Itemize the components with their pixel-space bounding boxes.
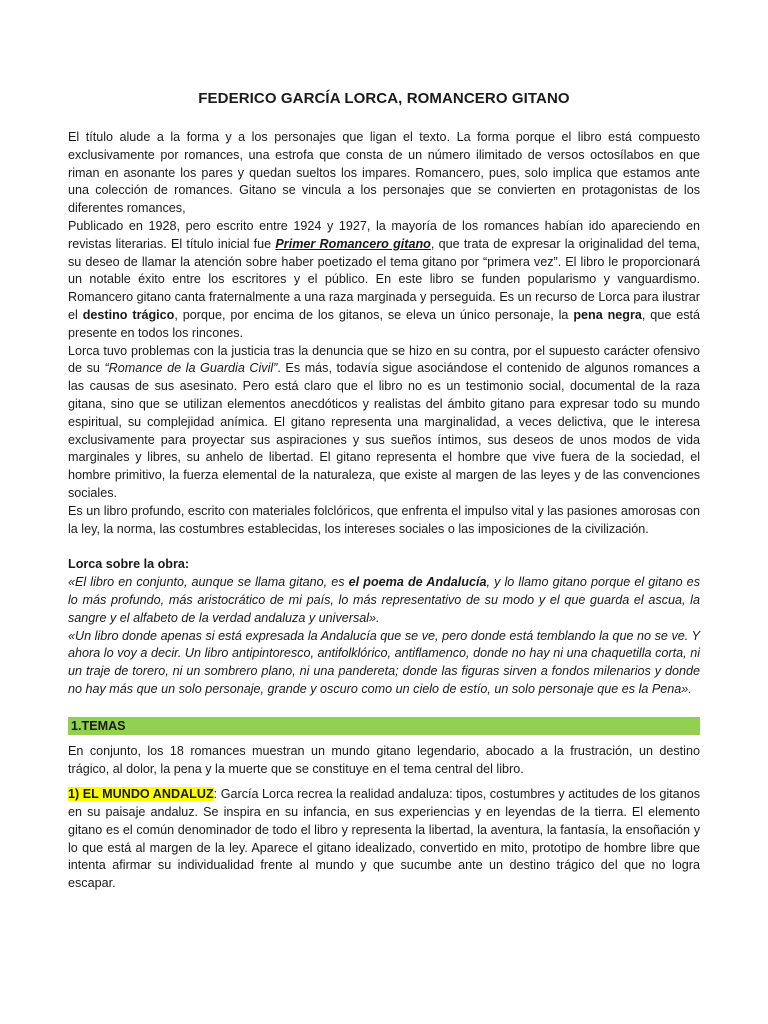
text-run: «El libro en conjunto, aunque se llama gitano, es: [68, 575, 349, 590]
paragraph-justice: [68, 343, 700, 503]
text-run: , que trata de expresar la originalidad del tema, su deseo de llamar la atención sobre haber poetizado el tema gitano por “primera vez”. El libro le proporcionará un notable éxito entre los escritores y el público. En este libro se funden popularismo y vanguardismo. Romancero gitano canta fraternalmente a una raza marginada y perseguida. Es un recurso de Lorca para ilustrar el: [68, 236, 700, 322]
italic-run: Primer Romancero gitano: [275, 236, 431, 251]
emphasis-romance-guardia-civil: “Romance de la Guardia Civil”: [104, 361, 278, 376]
text-run: . Es más, todavía sigue asociándose el contenido de algunos romances a las causas de sus asesinato. Pero está claro que el libro no es un testimonio social, documental de la raza gitana, sino que se utilizan elementos anecdóticos y realistas del ámbito gitano para expresar todo su mundo espiritual, su complejidad anímica. El gitano representa una marginalidad, a veces delictiva, que le interesa exclusivamente para proyectar sus aspiraciones y sus sueños íntimos, sus deseos de unos modos de vida marginales y libres, su anhelo de libertad. El gitano representa el hombre que vive fuera de la sociedad, el hombre primitivo, la fuerza elemental de la naturaleza, que existe al margen de las leyes y de las convenciones sociales.: [68, 361, 701, 500]
paragraph-temas-intro: En conjunto, los 18 romances muestran un mundo gitano legendario, abocado a la frustración, un destino trágico, al dolor, la pena y la muerte que se constituye en el tema central del libro.: [68, 743, 700, 776]
text-run: : García Lorca recrea la realidad andaluza: tipos, costumbres y actitudes de los gitanos en su paisaje andaluz. Se inspira en su infancia, en sus experiencias y en leyendas de la tierra. El elemento gitano es el común denominador de todo el libro y representa la libertad, la aventura, la fantasía, la ensoñación y lo que está al margen de la ley. Aparece el gitano idealizado, convertido en mito, prototipo de hombre libre que intenta afirmar su individualidad frente al mundo y que sucumbe ante un destino trágico del que no logra escapar.: [68, 787, 700, 891]
emphasis-pena-negra: pena negra: [573, 307, 642, 322]
paragraph-publication: [68, 218, 700, 343]
paragraph-deep-book: Es un libro profundo, escrito con materiales folclóricos, que enfrenta el impulso vital y las pasiones amorosas con la ley, la norma, las costumbres establecidas, los intereses sociales o las imposiciones de la civilización.: [68, 503, 700, 536]
quotes-heading: Lorca sobre la obra:: [68, 557, 190, 572]
quote-antipintoresco: «Un libro donde apenas si está expresada la Andalucía que se ve, pero donde está temblando la que no se ve. Y ahora lo voy a decir. Un libro antipintoresco, antifolklórico, antiflamenco, donde no hay ni una chaquetilla corta, ni un traje de torero, ni un sombrero plano, ni una pandereta; donde las figuras sirven a fondos milenarios y donde no hay más que un solo personaje, grande y oscuro como un cielo de estío, un solo personaje que es la Pena».: [68, 628, 700, 696]
spacer: [68, 538, 700, 556]
paragraph-mundo-andaluz: [68, 786, 700, 893]
text-run: , que está presente en todos los rincones.: [68, 307, 701, 340]
paragraph-title-meaning: El título alude a la forma y a los personajes que ligan el texto. La forma porque el libro está compuesto exclusivamente por romances, una estrofa que consta de un número ilimitado de versos octosílabos en que riman en asonante los pares y quedan sueltos los impares. Romancero, pues, solo implica que estamos ante una colección de romances. Gitano se vincula a los personajes que se convierten en protagonistas de los diferentes romances,: [68, 130, 700, 216]
document-title: FEDERICO GARCÍA LORCA, ROMANCERO GITANO: [198, 90, 570, 107]
text-run: , porque, por encima de los gitanos, se eleva un único personaje, la: [174, 307, 574, 322]
text-run: , y lo llamo gitano porque el gitano es lo más profundo, más aristocrático de mi país, lo más representativo de su modo y el que guarda el ascua, la sangre y el alfabeto de la verdad andaluza y universal».: [68, 575, 700, 625]
emphasis-poema-andalucia: el poema de Andalucía: [348, 575, 487, 590]
quote-andalucia: [68, 574, 700, 627]
emphasis-destino-tragico: destino trágico: [82, 307, 175, 322]
text-run: Publicado en 1928, pero escrito entre 1924 y 1927, la mayoría de los romances habían ido apareciendo en revistas literarias. El título inicial fue: [68, 218, 700, 251]
section-heading-temas: 1.TEMAS: [68, 717, 700, 735]
emphasis-primer-romancero: [275, 237, 430, 251]
text-run: Lorca tuvo problemas con la justicia tras la denuncia que se hizo en su contra, por el supuesto carácter ofensivo de su: [68, 343, 700, 376]
highlighted-subheading: 1) EL MUNDO ANDALUZ: [68, 787, 214, 802]
